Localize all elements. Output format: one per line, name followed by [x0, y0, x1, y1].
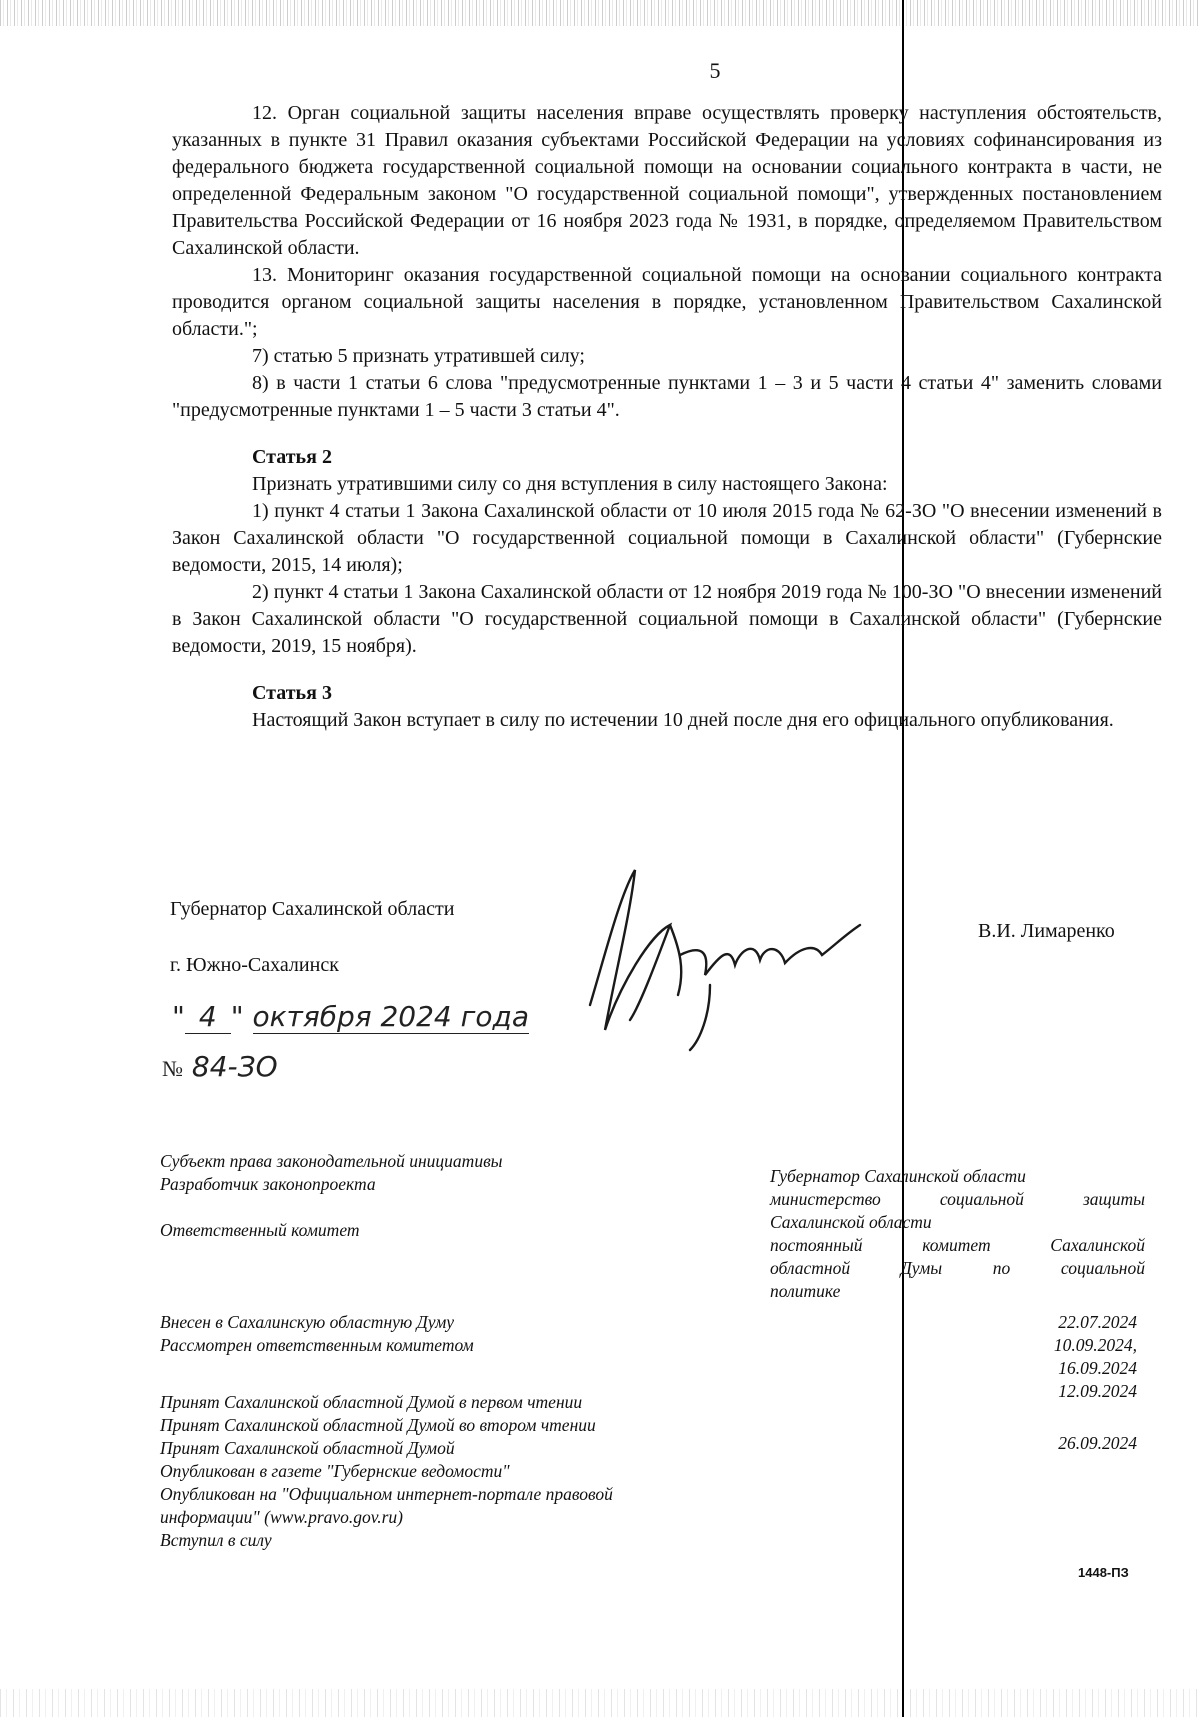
number-value: 84-ЗО — [191, 1050, 278, 1083]
footer-considered-label: Рассмотрен ответственным комитетом — [160, 1335, 474, 1355]
handwritten-signature — [560, 855, 890, 1055]
footer-developer-label: Разработчик законопроекта — [160, 1174, 376, 1194]
article-2-intro: Признать утратившими силу со дня вступления в силу настоящего Закона: — [252, 473, 888, 495]
article-3-heading: Статья 3 — [252, 682, 332, 704]
paragraph-7: 7) статью 5 признать утратившей силу; — [252, 345, 585, 367]
footer-first-reading-date: 12.09.2024 — [1058, 1381, 1137, 1401]
footer-published-newspaper-label: Опубликован в газете "Губернские ведомости" — [160, 1461, 510, 1481]
footer-developer-value-2: Сахалинской области — [770, 1212, 932, 1232]
footer-considered-date: 10.09.2024, — [1053, 1335, 1137, 1355]
signatory-position: Губернатор Сахалинской области — [170, 898, 455, 920]
paragraph-12: 12. Орган социальной защиты населения вправе осуществлять проверку наступления обстоятельств, указанных в пункте 31 Правил оказания субъектами Российской Федерации на условиях софинансирования из федерального бюджета государственной социальной помощи на основании социального контракта в части, не определенной Федеральным законом "О государственной социальной помощи", утвержденных постановлением Правительства Российской Федерации от 16 ноября 2023 года № 1931, в порядке, определяемом Правительством Сахалинской области. — [172, 102, 1162, 259]
footer-first-reading-label: Принят Сахалинской областной Думой в первом чтении — [160, 1392, 583, 1412]
page-number: 5 — [709, 58, 721, 83]
article-2-item-1: 1) пункт 4 статьи 1 Закона Сахалинской области от 10 июля 2015 года № 62-ЗО "О внесении изменений в Закон Сахалинской области "О государственной социальной помощи в Сахалинской области" (Губернские ведомости, 2015, 14 июля); — [172, 500, 1162, 576]
footer-legislative-history — [160, 1150, 760, 1552]
footer-adopted-label: Принят Сахалинской областной Думой — [160, 1438, 455, 1458]
scan-noise-top — [0, 0, 1200, 26]
footer-second-reading-label: Принят Сахалинской областной Думой во втором чтении — [160, 1415, 596, 1435]
scan-noise-bottom — [0, 1689, 1200, 1717]
article-2-heading: Статья 2 — [252, 446, 332, 468]
footer-values — [770, 1165, 1145, 1455]
footer-published-portal-label-2: информации" (www.pravo.gov.ru) — [160, 1507, 404, 1527]
document-code: 1448-ПЗ — [1078, 1565, 1129, 1580]
footer-committee-value-1: постоянный комитет Сахалинской — [770, 1235, 1145, 1255]
footer-developer-value-1: министерство социальной защиты — [770, 1189, 1145, 1209]
law-body — [172, 100, 1162, 734]
number-sign: № — [162, 1056, 183, 1081]
footer-initiative-value: Губернатор Сахалинской области — [770, 1166, 1026, 1186]
paragraph-8: 8) в части 1 статьи 6 слова "предусмотренные пунктами 1 – 3 и 5 части 4 статьи 4" заменить словами "предусмотренные пунктами 1 – 5 части 3 статьи 4". — [172, 372, 1162, 421]
law-number — [162, 1050, 278, 1083]
signing-date: " 4 " октября 2024 года — [172, 1000, 529, 1033]
footer-considered-date-2: 16.09.2024 — [1058, 1358, 1137, 1378]
date-day: 4 — [185, 1000, 231, 1034]
footer-committee-value-3: политике — [770, 1281, 841, 1301]
paragraph-13: 13. Мониторинг оказания государственной социальной помощи на основании социального контракта проводится органом социальной защиты населения в порядке, установленном Правительством Сахалинской области."; — [172, 264, 1162, 340]
footer-in-force-label: Вступил в силу — [160, 1530, 272, 1550]
signing-city: г. Южно-Сахалинск — [170, 954, 339, 976]
footer-committee-value-2: областной Думы по социальной — [770, 1258, 1145, 1278]
footer-initiative-label: Субъект права законодательной инициативы — [160, 1151, 503, 1171]
footer-committee-label: Ответственный комитет — [160, 1220, 360, 1240]
date-month-year: октября 2024 года — [252, 1000, 529, 1033]
article-3-text: Настоящий Закон вступает в силу по истечении 10 дней после дня его официального опубликования. — [252, 709, 1114, 731]
footer-submitted-label: Внесен в Сахалинскую областную Думу — [160, 1312, 455, 1332]
signatory-name: В.И. Лимаренко — [978, 920, 1115, 942]
article-2-item-2: 2) пункт 4 статьи 1 Закона Сахалинской области от 12 ноября 2019 года № 100-ЗО "О внесении изменений в Закон Сахалинской области "О государственной социальной помощи в Сахалинской области" (Губернские ведомости, 2019, 15 ноября). — [172, 581, 1162, 657]
footer-published-date: 26.09.2024 — [1058, 1433, 1137, 1453]
footer-published-portal-label-1: Опубликован на "Официальном интернет-портале правовой — [160, 1484, 613, 1504]
footer-submitted-date: 22.07.2024 — [1058, 1312, 1137, 1332]
